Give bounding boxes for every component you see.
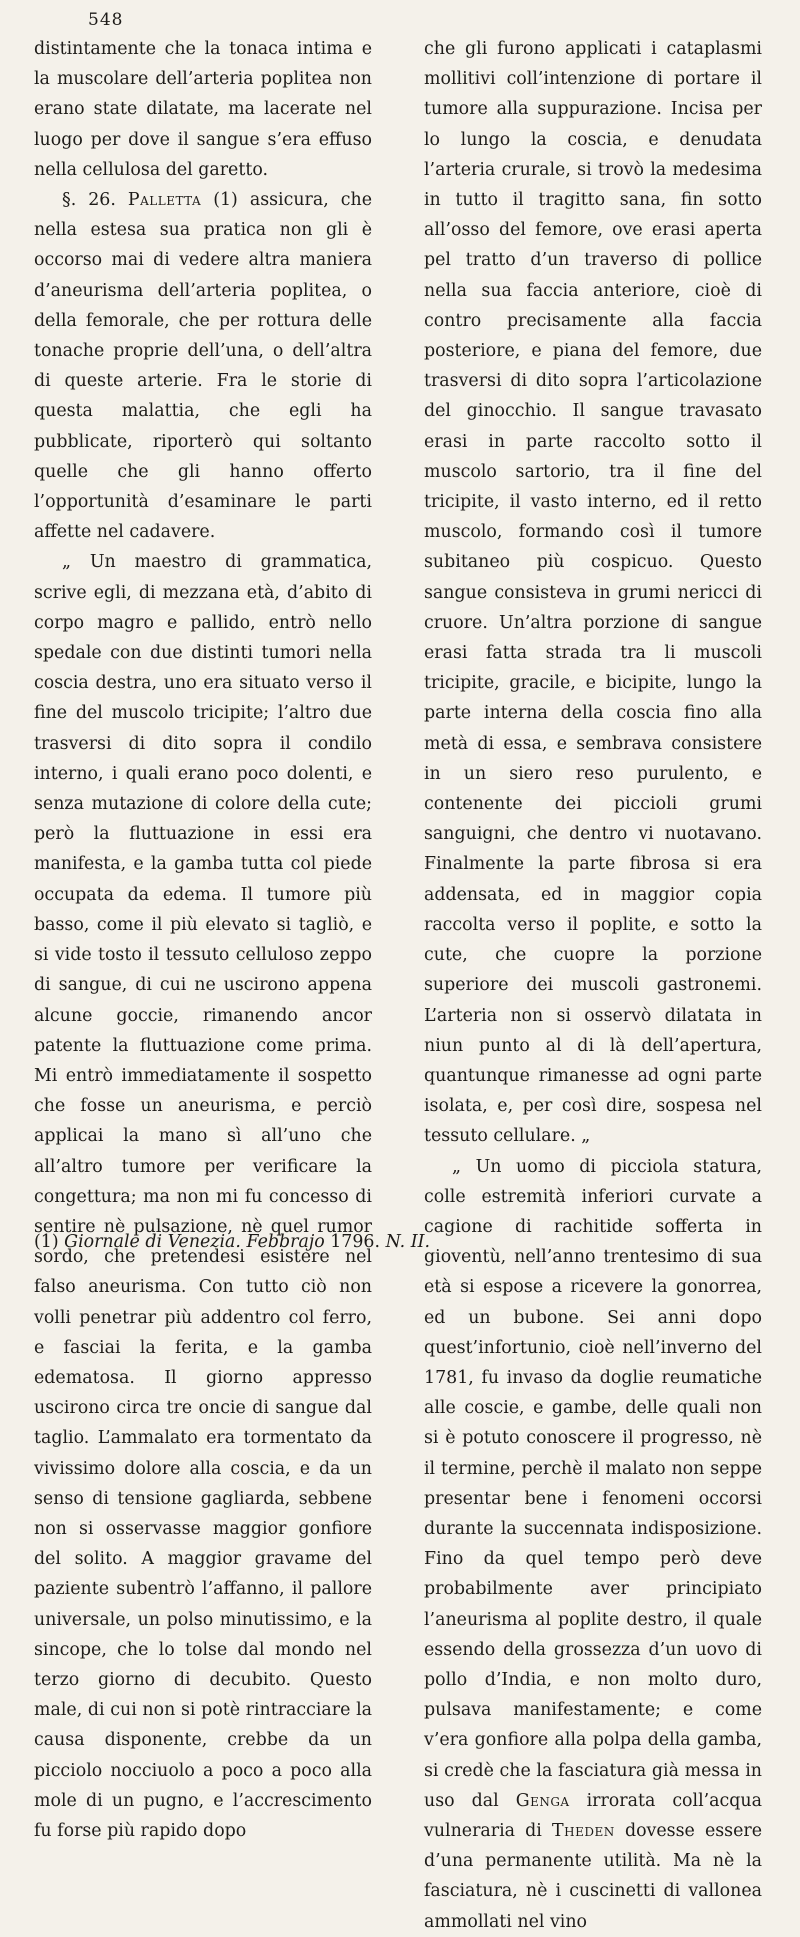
right-column	[424, 34, 762, 1937]
author-name-genga: Genga	[515, 1790, 570, 1811]
footnote-marker: (1)	[34, 1232, 59, 1252]
paragraph-continuation: distintamente che la tonaca intima e la muscolare dell’arteria poplitea non erano state dilatate, ma lacerate nel luogo per dove il sangue s’era effuso nella cellulosa del garetto.	[34, 39, 372, 180]
left-column	[34, 34, 372, 1846]
paragraph-case-1-continued: che gli furono applicati i cataplasmi mollitivi coll’intenzione di portare il tumore alla suppurazione. Incisa per lo lungo la coscia, e denudata l’arteria crurale, si trovò la medesima in tutto il tragitto sana, fin sotto all’osso del femore, ove erasi aperta pel tratto d’un traverso di pollice nella sua faccia anteriore, cioè di contro precisamente alla faccia posteriore, e piana del femore, due trasversi di dito sopra l’articolazione del ginocchio. Il sangue travasato erasi in parte raccolto sotto il muscolo sartorio, tra il fine del tricipite, il vasto interno, ed il retto muscolo, formando così il tumore subitaneo più cospicuo. Questo sangue consisteva in grumi nericci di cruore. Un’altra porzione di sangue erasi fatta strada tra li muscoli tricipite, gracile, e bicipite, lungo la parte interna della coscia fino alla metà di essa, e sembrava consistere in un siero reso purulento, e contenente dei piccioli grumi sanguigni, che dentro vi nuotavano. Finalmente la parte fibrosa si era addensata, ed in maggior copia raccolta verso il poplite, e sotto la cute, che cuopre la porzione superiore dei muscoli gastronemi. L’arteria non si osservò dilatata in niun punto al di là dell’apertura, quantunque rimanesse ad ogni parte isolata, e, per così dire, sospesa nel tessuto cellulare. „	[424, 39, 762, 1147]
author-name: Palletta	[127, 190, 202, 211]
case-2-text-a: „ Un uomo di picciola statura, colle estremità inferiori curvate a cagione di rachitide sofferta in gioventù, nell’anno trentesimo di sua età si espose a ricevere la gonorrea, ed un bubone. Sei anni dopo quest’infortunio, cioè nell’inverno del 1781, fu invaso da doglie reumatiche alle coscie, e gambe, delle quali non si è potuto conoscere il progresso, nè il termine, perchè il malato non seppe presentar bene i fenomeni occorsi durante la succennata indisposizione. Fino da quel tempo però deve probabilmente aver principiato l’aneurisma al poplite destro, il quale essendo della grossezza d’un uovo di pollo d’India, e non molto duro, pulsava manifestamente; e come v’era gonfiore alla polpa della gamba, si credè che la fasciatura già messa in uso dal	[424, 1156, 762, 1811]
paragraph-case-2	[424, 1152, 762, 1937]
section-text: (1) assicura, che nella estesa sua pratica non gli è occorso mai di vedere altra maniera d’aneurisma dell’arteria poplitea, o della femorale, che per rottura delle tonache proprie dell’una, o dell’altra di queste arterie. Fra le storie di questa malattia, che egli ha pubblicate, riporterò qui soltanto quelle che gli hanno offerto l’opportunità d’esaminare le parti affette nel cadavere.	[34, 190, 372, 543]
section-number: §. 26.	[62, 190, 116, 211]
author-name-theden: Theden	[552, 1820, 615, 1841]
case-2-text-c: dovesse essere d’una permanente utilità. Ma nè la fasciatura, nè i cuscinetti di vallonea ammollati nel vino	[424, 1820, 762, 1932]
page-number: 548	[88, 10, 124, 30]
paragraph-case-1: „ Un maestro di grammatica, scrive egli, di mezzana età, d’abito di corpo magro e pallido, entrò nello spedale con due distinti tumori nella coscia destra, uno era situato verso il fine del muscolo tricipite; l’altro due trasversi di dito sopra il condilo interno, i quali erano poco dolenti, e senza mutazione di colore della cute; però la fluttuazione in essi era manifesta, e la gamba tutta col piede occupata da edema. Il tumore più basso, come il più elevato si tagliò, e si vide tosto il tessuto celluloso zeppo di sangue, di cui ne uscirono appena alcune goccie, rimanendo ancor patente la fluttuazione come prima. Mi entrò immediatamente il sospetto che fosse un aneurisma, e perciò applicai la mano sì all’uno che all’altro tumore per verificare la congettura; ma non mi fu concesso di sentire nè pulsazione, nè quel rumor sordo, che pretendesi esistere nel falso aneurisma. Con tutto ciò non volli penetrar più addentro col ferro, e fasciai la ferita, e la gamba edematosa. Il giorno appresso uscirono circa tre oncie di sangue dal taglio. L’ammalato era tormentato da vivissimo dolore alla coscia, e da un senso di tensione gagliarda, sebbene non si osservasse maggior gonfiore del solito. A maggior gravame del paziente subentrò l’affanno, il pallore universale, un polso minutissimo, e la sincope, che lo tolse dal mondo nel terzo giorno di decubito. Questo male, di cui non si potè rintracciare la causa disponente, crebbe da un picciolo nocciuolo a poco a poco alla mole di un pugno, e l’accrescimento fu forse più rapido dopo	[34, 552, 372, 1841]
footnote	[34, 1228, 774, 1256]
case-2-text-b: irrorata coll’acqua vulneraria di	[424, 1790, 762, 1841]
footnote-volume: N. II.	[385, 1232, 430, 1252]
footnote-year: 1796.	[330, 1232, 381, 1252]
footnote-source: Giornale di Venezia. Febbrajo	[64, 1232, 325, 1252]
paragraph-section-26	[34, 185, 372, 547]
